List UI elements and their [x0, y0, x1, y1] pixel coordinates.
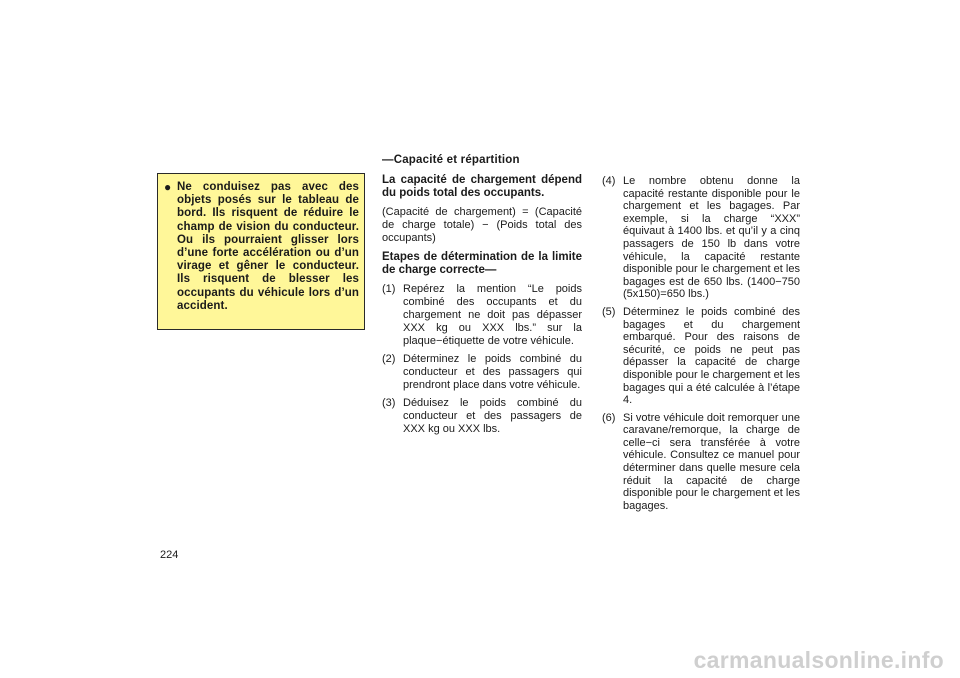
warning-text: Ne conduisez pas avec des objets posés sur le tableau de bord. Ils risquent de réduire le champ de vision du conducteur. Ou ils pourraient glisser lors d’une forte accélération ou d’un virage et gêner le conducteur. Ils risquent de blesser les occupants du véhicule lors d’un accident. [177, 181, 359, 312]
steps-title: Etapes de détermination de la limite de charge correcte— [382, 251, 582, 276]
formula-paragraph: (Capacité de chargement) = (Capacité de charge totale) − (Poids total des occupants) [382, 206, 582, 244]
page-number: 224 [160, 549, 179, 561]
right-column [602, 175, 800, 517]
warning-box [157, 173, 365, 330]
step-text: Le nombre obtenu donne la capacité restante disponible pour le chargement et les bagages. Par exemple, si la charge “XXX” équivaut à 1400 lbs. et qu’il y a cinq passagers de 150 lb dans votre véhicule, la capacité restante disponible pour le chargement et les bagages est de 650 lbs. (1400−750 (5x150)=650 lbs.) [623, 175, 800, 301]
step-number: (4) [602, 175, 616, 187]
step-item [602, 412, 800, 513]
step-item [382, 353, 582, 392]
section-heading: —Capacité et répartition [382, 154, 520, 166]
step-item [382, 397, 582, 436]
warning-bullet: ● [164, 180, 172, 194]
step-text: Si votre véhicule doit remorquer une caravane/remorque, la charge de celle−ci sera transférée à votre véhicule. Consultez ce manuel pour déterminer dans quelle mesure cela réduit la capacité de charge disponible pour le chargement et les bagages. [623, 411, 800, 512]
step-item [602, 175, 800, 301]
step-item [382, 283, 582, 348]
step-number: (2) [382, 353, 396, 365]
step-text: Déterminez le poids combiné du conducteur et des passagers qui prendront place dans votre véhicule. [403, 353, 582, 391]
step-number: (5) [602, 305, 616, 318]
intro-paragraph: La capacité de chargement dépend du poids total des occupants. [382, 174, 582, 199]
step-number: (1) [382, 283, 396, 295]
step-number: (6) [602, 411, 616, 424]
step-text: Déduisez le poids combiné du conducteur et des passagers de XXX kg ou XXX lbs. [403, 397, 582, 435]
step-item [602, 306, 800, 407]
step-number: (3) [382, 397, 396, 409]
step-text: Repérez la mention “Le poids combiné des occupants et du chargement ne doit pas dépasser XXX kg ou XXX lbs.” sur la plaque−étiquette de votre véhicule. [403, 283, 582, 347]
watermark: carmanualsonline.info [693, 647, 944, 673]
step-text: Déterminez le poids combiné des bagages et du chargement embarqué. Pour des raisons de sécurité, ce poids ne peut pas dépasser la capacité de charge disponible pour le chargement et les bagages qui a été calculée à l’étape 4. [623, 305, 800, 407]
middle-column [382, 154, 582, 441]
